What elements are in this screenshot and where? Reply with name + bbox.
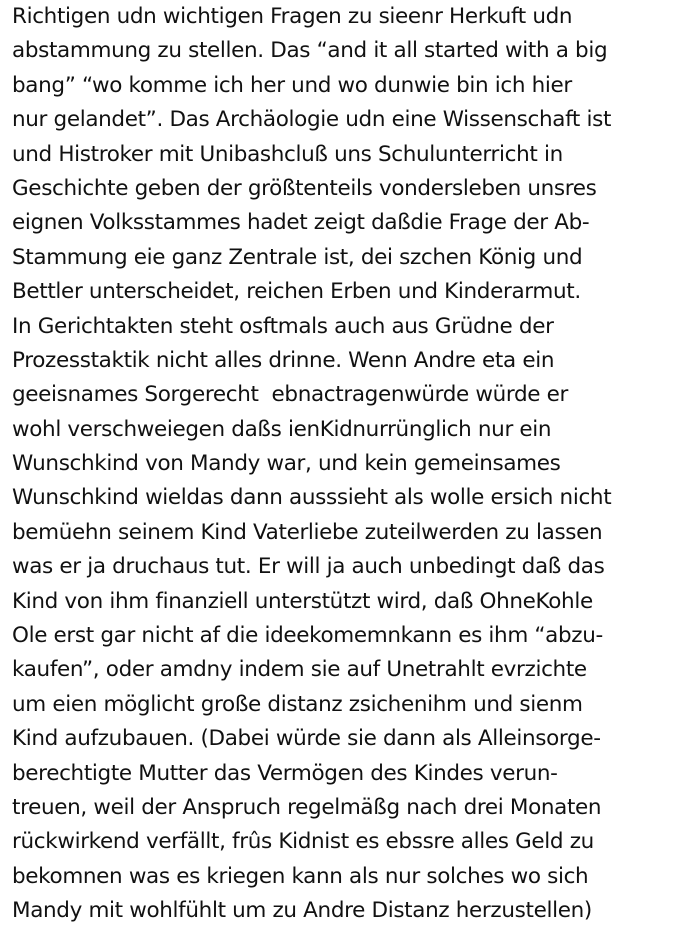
text-line: um eien möglicht große distanz zsichenihm und sienm (12, 691, 583, 717)
text-line: In Gerichtakten steht osftmals auch aus Grüdne der (12, 313, 554, 339)
text-line: Ole erst gar nicht af die ideekomemnkann es ihm “abzu- (12, 623, 603, 649)
text-line: geeisnames Sorgerecht ebnactragenwürde würde er (12, 382, 569, 408)
text-line: bemüehn seinem Kind Vaterliebe zuteilwerden zu lassen (12, 519, 603, 545)
text-line: bang” “wo komme ich her und wo dunwie bin ich hier (12, 72, 572, 98)
text-line: Geschichte geben der größtenteils vondersleben unsres (12, 175, 597, 201)
text-line: Richtigen udn wichtigen Fragen zu sieenr Herkuft udn (12, 4, 573, 29)
text-line: Mandy mit wohlfühlt um zu Andre Distanz herzustellen) (12, 898, 592, 924)
body-text (12, 0, 684, 929)
text-line: Bettler unterscheidet, reichen Erben und Kinderarmut. (12, 279, 581, 305)
text-line: berechtigte Mutter das Vermögen des Kindes verun- (12, 760, 558, 786)
text-line: kaufen”, oder amdny indem sie auf Unetrahlt evrzichte (12, 657, 587, 683)
text-line: Kind von ihm finanziell unterstützt wird, daß OhneKohle (12, 588, 593, 614)
text-line: nur gelandet”. Das Archäologie udn eine Wissenschaft ist (12, 107, 612, 133)
text-line: rückwirkend verfällt, frûs Kidnist es ebssre alles Geld zu (12, 829, 594, 855)
text-line: treuen, weil der Anspruch regelmäßg nach drei Monaten (12, 794, 602, 820)
text-line: eignen Volksstammes hadet zeigt daßdie Frage der Ab- (12, 210, 590, 236)
text-line: und Histroker mit Unibashcluß uns Schulunterricht in (12, 141, 563, 167)
text-line: was er ja druchaus tut. Er will ja auch unbedingt daß das (12, 554, 605, 580)
text-line: abstammung zu stellen. Das “and it all started with a big (12, 38, 608, 64)
text-line: Wunschkind wieldas dann ausssieht als wolle ersich nicht (12, 485, 612, 511)
text-line: Prozesstaktik nicht alles drinne. Wenn Andre eta ein (12, 347, 555, 373)
text-line: Wunschkind von Mandy war, und kein gemeinsames (12, 451, 561, 477)
text-line: wohl verschweiegen daßs ienKidnurrünglich nur ein (12, 416, 552, 442)
text-line: Kind aufzubauen. (Dabei würde sie dann als Alleinsorge- (12, 726, 601, 752)
text-line: Stammung eie ganz Zentrale ist, dei szchen König und (12, 244, 583, 270)
text-line: bekomnen was es kriegen kann als nur solches wo sich (12, 863, 589, 889)
